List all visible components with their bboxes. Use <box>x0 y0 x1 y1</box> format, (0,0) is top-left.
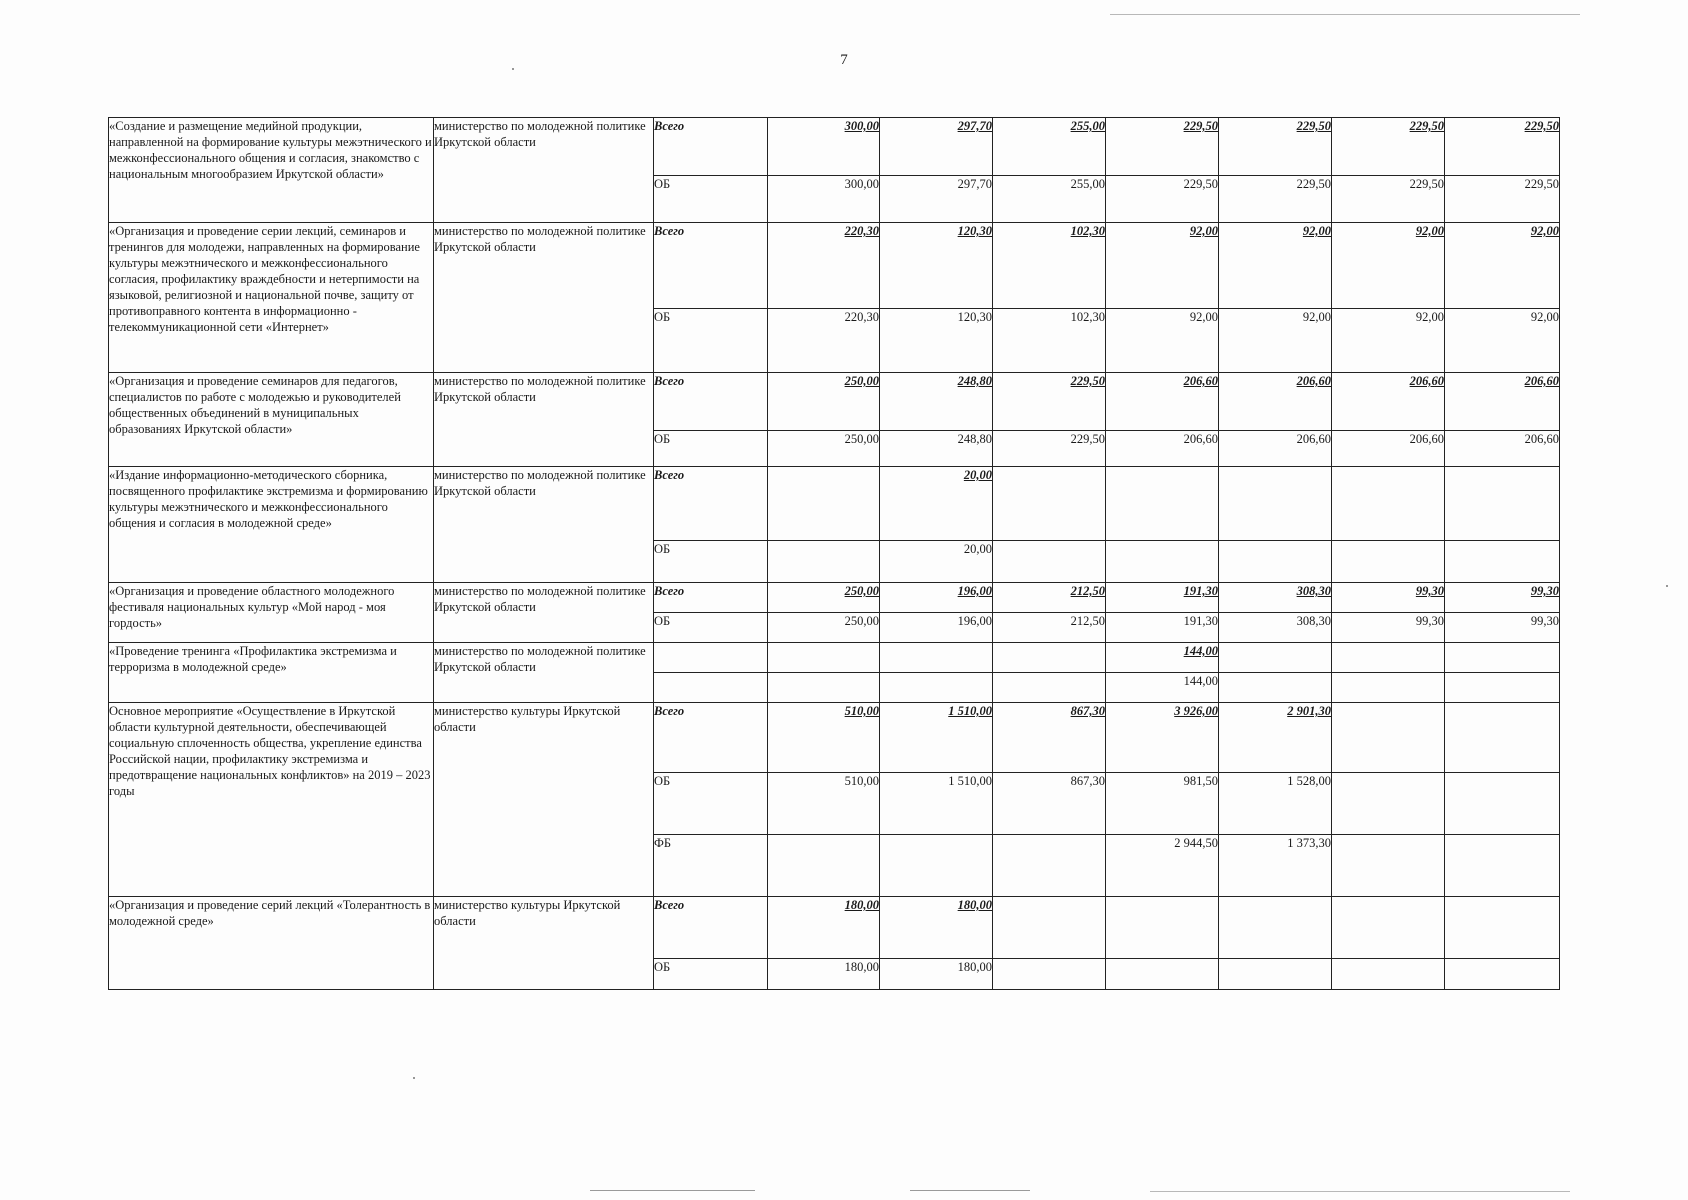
amount-cell <box>1219 467 1332 541</box>
scan-speck <box>413 1077 415 1079</box>
amount-cell: 206,60 <box>1332 431 1445 467</box>
responsible-organization: министерство по молодежной политике Иркутской области <box>434 373 654 467</box>
measure-description: «Организация и проведение семинаров для педагогов, специалистов по работе с молодежью и руководителей общественных объединений в муниципальных образованиях Иркутской области» <box>109 373 434 467</box>
amount-cell: 99,30 <box>1445 583 1560 613</box>
amount-cell <box>1332 541 1445 583</box>
amount-cell: 180,00 <box>880 897 993 959</box>
funding-source: Всего <box>654 703 768 773</box>
responsible-organization: министерство по молодежной политике Иркутской области <box>434 223 654 373</box>
amount-cell: 300,00 <box>768 176 880 223</box>
amount-cell <box>880 835 993 897</box>
funding-source: ОБ <box>654 613 768 643</box>
amount-cell: 250,00 <box>768 373 880 431</box>
amount-cell: 144,00 <box>1106 643 1219 673</box>
amount-cell <box>993 959 1106 990</box>
amount-cell: 1 528,00 <box>1219 773 1332 835</box>
amount-cell: 191,30 <box>1106 583 1219 613</box>
amount-cell <box>1219 643 1332 673</box>
amount-cell: 206,60 <box>1219 431 1332 467</box>
funding-source: Всего <box>654 897 768 959</box>
amount-cell: 206,60 <box>1106 431 1219 467</box>
amount-cell <box>993 643 1106 673</box>
amount-cell: 3 926,00 <box>1106 703 1219 773</box>
amount-cell: 229,50 <box>1445 176 1560 223</box>
amount-cell: 2 901,30 <box>1219 703 1332 773</box>
amount-cell <box>1332 467 1445 541</box>
table-row <box>109 118 1560 176</box>
measure-description: «Проведение тренинга «Профилактика экстремизма и терроризма в молодежной среде» <box>109 643 434 703</box>
amount-cell <box>1445 959 1560 990</box>
scan-edge-bottom-3 <box>1150 1191 1570 1192</box>
amount-cell: 1 510,00 <box>880 703 993 773</box>
amount-cell <box>1332 897 1445 959</box>
amount-cell: 180,00 <box>880 959 993 990</box>
funding-source: Всего <box>654 373 768 431</box>
amount-cell: 250,00 <box>768 583 880 613</box>
amount-cell: 300,00 <box>768 118 880 176</box>
amount-cell: 92,00 <box>1332 309 1445 373</box>
amount-cell <box>768 673 880 703</box>
amount-cell: 308,30 <box>1219 613 1332 643</box>
amount-cell: 1 510,00 <box>880 773 993 835</box>
funding-source <box>654 673 768 703</box>
funding-source: Всего <box>654 223 768 309</box>
amount-cell <box>1445 773 1560 835</box>
responsible-organization: министерство по молодежной политике Иркутской области <box>434 583 654 643</box>
measure-description: «Организация и проведение серий лекций «Толерантность в молодежной среде» <box>109 897 434 990</box>
amount-cell <box>1219 959 1332 990</box>
amount-cell: 120,30 <box>880 223 993 309</box>
amount-cell: 99,30 <box>1332 583 1445 613</box>
funding-source <box>654 643 768 673</box>
amount-cell <box>1445 643 1560 673</box>
responsible-organization: министерство по молодежной политике Иркутской области <box>434 643 654 703</box>
amount-cell: 297,70 <box>880 176 993 223</box>
amount-cell <box>1445 541 1560 583</box>
amount-cell: 20,00 <box>880 541 993 583</box>
amount-cell <box>1219 541 1332 583</box>
scan-speck <box>512 68 514 70</box>
scan-edge-top <box>1110 14 1580 15</box>
amount-cell: 2 944,50 <box>1106 835 1219 897</box>
amount-cell <box>1106 897 1219 959</box>
amount-cell <box>993 673 1106 703</box>
amount-cell <box>1445 467 1560 541</box>
amount-cell: 92,00 <box>1445 309 1560 373</box>
amount-cell: 981,50 <box>1106 773 1219 835</box>
amount-cell: 255,00 <box>993 118 1106 176</box>
amount-cell <box>768 643 880 673</box>
amount-cell <box>1332 703 1445 773</box>
amount-cell: 255,00 <box>993 176 1106 223</box>
amount-cell <box>768 541 880 583</box>
measure-description: «Издание информационно-методического сборника, посвященного профилактике экстремизма и формированию культуры межэтнического и межконфессионального общения и согласия в молодежной среде» <box>109 467 434 583</box>
amount-cell: 229,50 <box>1332 118 1445 176</box>
amount-cell: 92,00 <box>1445 223 1560 309</box>
funding-source: ОБ <box>654 309 768 373</box>
amount-cell: 250,00 <box>768 613 880 643</box>
amount-cell: 248,80 <box>880 431 993 467</box>
table-row <box>109 373 1560 431</box>
amount-cell: 99,30 <box>1445 613 1560 643</box>
amount-cell: 510,00 <box>768 773 880 835</box>
funding-source: ОБ <box>654 431 768 467</box>
amount-cell: 248,80 <box>880 373 993 431</box>
amount-cell <box>880 643 993 673</box>
amount-cell <box>1445 703 1560 773</box>
table-row <box>109 703 1560 773</box>
funding-source: Всего <box>654 118 768 176</box>
amount-cell: 191,30 <box>1106 613 1219 643</box>
table-row <box>109 897 1560 959</box>
amount-cell: 102,30 <box>993 309 1106 373</box>
amount-cell: 92,00 <box>1219 309 1332 373</box>
funding-source: Всего <box>654 467 768 541</box>
funding-table <box>108 117 1560 990</box>
amount-cell <box>1219 673 1332 703</box>
amount-cell: 120,30 <box>880 309 993 373</box>
amount-cell: 250,00 <box>768 431 880 467</box>
amount-cell <box>993 467 1106 541</box>
amount-cell <box>993 897 1106 959</box>
amount-cell: 92,00 <box>1332 223 1445 309</box>
scan-speck <box>1666 585 1668 587</box>
scan-edge-bottom-2 <box>910 1190 1030 1191</box>
funding-source: Всего <box>654 583 768 613</box>
amount-cell: 510,00 <box>768 703 880 773</box>
amount-cell: 206,60 <box>1332 373 1445 431</box>
amount-cell: 220,30 <box>768 223 880 309</box>
amount-cell: 92,00 <box>1106 309 1219 373</box>
scan-edge-bottom-1 <box>590 1190 755 1191</box>
amount-cell <box>1332 673 1445 703</box>
amount-cell: 102,30 <box>993 223 1106 309</box>
measure-description: Основное мероприятие «Осуществление в Иркутской области культурной деятельности, обеспечивающей социальную сплоченность общества, укрепление единства Российской нации, профилактику экстремизма и предотвращение национальных конфликтов» на 2019 – 2023 годы <box>109 703 434 897</box>
responsible-organization: министерство культуры Иркутской области <box>434 897 654 990</box>
amount-cell: 229,50 <box>1106 118 1219 176</box>
responsible-organization: министерство по молодежной политике Иркутской области <box>434 118 654 223</box>
amount-cell: 867,30 <box>993 703 1106 773</box>
amount-cell: 92,00 <box>1106 223 1219 309</box>
measure-description: «Создание и размещение медийной продукции, направленной на формирование культуры межэтнического и межконфессионального общения и согласия, знакомство с национальным многообразием Иркутской области» <box>109 118 434 223</box>
amount-cell: 212,50 <box>993 613 1106 643</box>
amount-cell: 229,50 <box>1332 176 1445 223</box>
amount-cell <box>1332 643 1445 673</box>
amount-cell <box>1219 897 1332 959</box>
table-row <box>109 643 1560 673</box>
amount-cell: 92,00 <box>1219 223 1332 309</box>
amount-cell <box>1106 541 1219 583</box>
table-row <box>109 467 1560 541</box>
page-number: 7 <box>840 52 848 68</box>
amount-cell: 867,30 <box>993 773 1106 835</box>
table-row <box>109 223 1560 309</box>
amount-cell: 220,30 <box>768 309 880 373</box>
amount-cell: 229,50 <box>993 373 1106 431</box>
funding-source: ФБ <box>654 835 768 897</box>
amount-cell <box>1332 959 1445 990</box>
amount-cell <box>1106 959 1219 990</box>
amount-cell <box>1106 467 1219 541</box>
amount-cell: 206,60 <box>1445 431 1560 467</box>
responsible-organization: министерство по молодежной политике Иркутской области <box>434 467 654 583</box>
amount-cell: 229,50 <box>1106 176 1219 223</box>
amount-cell: 180,00 <box>768 897 880 959</box>
amount-cell: 308,30 <box>1219 583 1332 613</box>
amount-cell: 229,50 <box>1219 176 1332 223</box>
amount-cell: 99,30 <box>1332 613 1445 643</box>
amount-cell: 180,00 <box>768 959 880 990</box>
amount-cell: 229,50 <box>1219 118 1332 176</box>
amount-cell: 206,60 <box>1106 373 1219 431</box>
amount-cell <box>1332 773 1445 835</box>
funding-source: ОБ <box>654 176 768 223</box>
amount-cell: 206,60 <box>1445 373 1560 431</box>
amount-cell <box>880 673 993 703</box>
amount-cell <box>768 835 880 897</box>
amount-cell <box>768 467 880 541</box>
amount-cell <box>1332 835 1445 897</box>
funding-source: ОБ <box>654 773 768 835</box>
measure-description: «Организация и проведение областного молодежного фестиваля национальных культур «Мой народ - моя гордость» <box>109 583 434 643</box>
amount-cell <box>1445 673 1560 703</box>
funding-source: ОБ <box>654 541 768 583</box>
amount-cell: 196,00 <box>880 583 993 613</box>
amount-cell: 20,00 <box>880 467 993 541</box>
amount-cell: 144,00 <box>1106 673 1219 703</box>
table-row <box>109 583 1560 613</box>
amount-cell <box>1445 835 1560 897</box>
amount-cell: 297,70 <box>880 118 993 176</box>
amount-cell <box>1445 897 1560 959</box>
amount-cell <box>993 835 1106 897</box>
amount-cell: 1 373,30 <box>1219 835 1332 897</box>
amount-cell: 196,00 <box>880 613 993 643</box>
amount-cell: 229,50 <box>993 431 1106 467</box>
responsible-organization: министерство культуры Иркутской области <box>434 703 654 897</box>
amount-cell: 212,50 <box>993 583 1106 613</box>
measure-description: «Организация и проведение серии лекций, семинаров и тренингов для молодежи, направленных на формирование культуры межэтнического и межконфессионального согласия, профилактику враждебности и нетерпимости на языковой, религиозной и национальной почве, защиту от противоправного контента в информационно - телекоммуникационной сети «Интернет» <box>109 223 434 373</box>
amount-cell <box>993 541 1106 583</box>
amount-cell: 206,60 <box>1219 373 1332 431</box>
amount-cell: 229,50 <box>1445 118 1560 176</box>
funding-source: ОБ <box>654 959 768 990</box>
